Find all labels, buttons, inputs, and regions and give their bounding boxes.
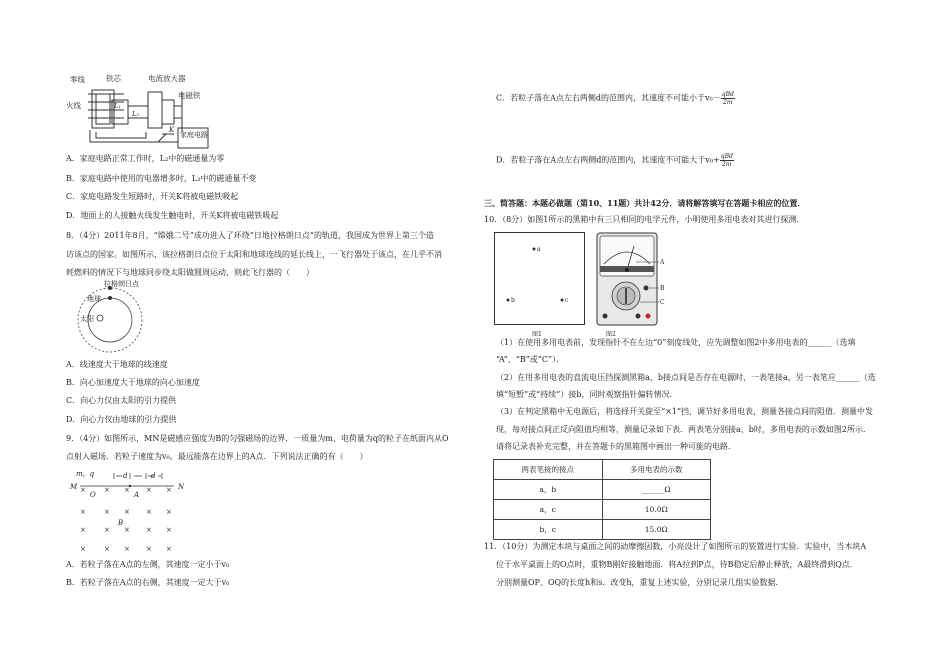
- q9-option-c-sign: －: [712, 93, 721, 103]
- q7-circuit-figure: [66, 72, 211, 152]
- q9-option-d-fraction: $\frac{\text{qBd}}{2m}$: [720, 153, 733, 168]
- table-row: [494, 520, 711, 540]
- label-earth: 地球: [87, 295, 101, 303]
- svg-text:×: ×: [124, 526, 130, 534]
- q9-option-c-fraction: $\frac{\text{qBd}}{2m}$: [721, 91, 734, 106]
- label-home-circuit: 家庭电路: [180, 131, 208, 139]
- svg-text:×: ×: [80, 508, 86, 516]
- q10-part3-line1: （3）在判定黑箱中无电源后，将选择开关旋至“×1”挡，调节好多用电表，测量各接点间的阻值．测量中发: [496, 407, 874, 416]
- q9-option-b: B．若粒子落在A点的右侧，其速度一定大于v₀: [66, 578, 230, 587]
- svg-text:×: ×: [166, 508, 172, 516]
- q9-option-a: A．若粒子落在A点的左侧，其速度一定小于v₀: [66, 560, 230, 569]
- q8-option-d: D．向心力仅由地球的引力提供: [66, 415, 177, 424]
- svg-text:×: ×: [104, 545, 110, 553]
- q9-line-1: 9．（4分）如图所示，MN是磁感应强度为B的匀强磁场的边界．一质量为m、电荷量为q的粒子在纸面内从O: [66, 434, 449, 443]
- measurement-table: [493, 459, 711, 540]
- point-b-label: b: [511, 297, 515, 304]
- label-lagrange-point: 拉格朗日点: [104, 280, 139, 288]
- label-b: B: [118, 519, 124, 527]
- label-k: K: [169, 126, 175, 134]
- q10-part1-line2: “A”、“B”或“C”）．: [496, 355, 565, 364]
- table-header-row: [494, 460, 711, 480]
- svg-text:×: ×: [146, 508, 152, 516]
- ohm-adjust-knob[interactable]: [644, 286, 649, 291]
- label-d-left: d: [123, 472, 128, 480]
- label-neutral-wire: 零线: [70, 75, 85, 84]
- svg-text:×: ×: [146, 545, 152, 553]
- label-knob-c: C: [660, 299, 665, 306]
- svg-text:×: ×: [80, 486, 86, 494]
- label-current-amplifier: 电流放大器: [148, 74, 186, 83]
- figure-1-caption: 图1: [532, 331, 542, 338]
- label-d-right: d: [151, 472, 156, 480]
- table-cell: b，c: [494, 520, 603, 540]
- q8-option-c: C．向心力仅由太阳的引力提供: [66, 396, 177, 405]
- label-a: A: [134, 491, 140, 499]
- table-cell: a，c: [494, 500, 603, 520]
- q7-option-d: D．地面上的人接触火线发生触电时，开关K将被电磁铁吸起: [66, 211, 279, 220]
- q8-option-b: B．向心加速度大于地球的向心加速度: [66, 378, 200, 387]
- svg-text:×: ×: [104, 508, 110, 516]
- multimeter-figure: [596, 232, 668, 340]
- svg-text:×: ×: [124, 545, 130, 553]
- label-o: O: [90, 491, 96, 499]
- table-cell: a，b: [494, 480, 603, 500]
- label-n: N: [178, 483, 185, 491]
- svg-text:×: ×: [80, 526, 86, 534]
- q9-option-d: [496, 153, 734, 168]
- figure-2-caption: 图2: [606, 331, 616, 338]
- table-cell: 15.0Ω: [602, 520, 711, 540]
- label-m: M: [70, 483, 78, 491]
- svg-text:×: ×: [104, 526, 110, 534]
- svg-text:×: ×: [124, 508, 130, 516]
- label-l2: L₂: [132, 110, 139, 118]
- point-a-label: a: [537, 246, 541, 253]
- label-sun: 太阳: [80, 315, 94, 323]
- svg-text:×: ×: [166, 526, 172, 534]
- table-header: 多用电表的示数: [602, 460, 711, 480]
- q10-part2-line2: 填“短暂”或“持续”）接b，同时观察指针偏转情况．: [496, 390, 678, 399]
- q8-line-1: 8．（4分）2011年8月，“嫦娥二号”成功进入了环绕“日地拉格朗日点”的轨道，我国成为世界上第三个造: [66, 231, 434, 240]
- q10-part3-line3: 请将记录表补充完整，并在答题卡的黑箱图中画出一种可能的电路．: [496, 442, 736, 451]
- q11-line-2: 位于水平桌面上的O点时，重物B刚好接触地面．将A拉到P点，待B稳定后静止释放，A最终滑到Q点．: [496, 560, 858, 569]
- svg-text:×: ×: [166, 545, 172, 553]
- q10-part1-line1: （1）在使用多用电表前，发现指针不在左边“0”刻度线处，应先调整如图2中多用电表的______（选填: [496, 338, 856, 347]
- q7-option-b: B．家庭电路中使用的电器增多时，L₂中的磁通量不变: [66, 174, 257, 183]
- q9-option-d-text: D．若粒子落在A点左右两侧d的范围内，其速度不可能大于v₀: [496, 155, 714, 165]
- q10-part2-line1: （2）在用多用电表的直流电压挡探测黑箱a、b接点间是否存在电源时，一表笔接a，另一表笔应______（选: [496, 373, 876, 382]
- black-box-figure: [494, 232, 588, 340]
- label-l1: L₁: [114, 102, 121, 110]
- table-row: [494, 480, 711, 500]
- q7-option-a: A．家庭电路正常工作时，L₂中的磁通量为零: [66, 154, 225, 163]
- svg-text:×: ×: [124, 486, 130, 494]
- svg-text:×: ×: [146, 526, 152, 534]
- q9-field-figure: [66, 465, 196, 555]
- table-header: 两表笔接的接点: [494, 460, 603, 480]
- label-electromagnet: 电磁铁: [178, 91, 201, 100]
- table-cell: 10.0Ω: [602, 500, 711, 520]
- q8-line-3: 耗燃料的情况下与地球同步绕太阳做圆周运动，则此飞行器的（ ）: [66, 268, 314, 277]
- svg-text:×: ×: [146, 486, 152, 494]
- label-mq: m，q: [76, 470, 95, 478]
- label-knob-b: B: [660, 285, 665, 292]
- section-3-heading: 三、简答题：本题必做题（第10、11题）共计42分．请将解答填写在答题卡相应的位置．: [484, 198, 806, 208]
- q8-option-a: A．线速度大于地球的线速度: [66, 360, 168, 369]
- label-live-wire: 火线: [66, 101, 81, 110]
- q11-line-3: 分别测量OP、OQ的长度h和s．改变h，重复上述实验，分别记录几组实验数据．: [496, 578, 784, 587]
- svg-text:×: ×: [80, 545, 86, 553]
- q9-option-d-sign: +: [713, 155, 720, 165]
- label-iron-core: 铁芯: [106, 74, 121, 83]
- q10-part3-line2: 现，每对接点间正反向阻值均相等，测量记录如下表．两表笔分别接a、b时，多用电表的示数如图2所示．: [496, 425, 871, 434]
- q10-intro: 10．（8分）如图1所示的黑箱中有三只相同的电学元件，小明使用多用电表对其进行探测．: [484, 215, 805, 224]
- table-cell-blank[interactable]: ______Ω: [602, 480, 711, 500]
- q7-option-c: C．家庭电路发生短路时，开关K将被电磁铁吸起: [66, 192, 239, 201]
- q8-line-2: 访该点的国家。如图所示，该拉格朗日点位于太阳和地球连线的延长线上，一飞行器处于该点，在几乎不消: [66, 250, 442, 259]
- point-c-label: c: [565, 297, 569, 304]
- table-row: [494, 500, 711, 520]
- sun-marker: [97, 315, 103, 321]
- q9-option-c: [496, 91, 735, 106]
- q8-orbit-figure: [68, 276, 158, 356]
- q9-option-c-text: C．若粒子落在A点左右两侧d的范围内，其速度不可能小于v₀: [496, 93, 713, 103]
- q9-line-2: 点射入磁场．若粒子速度为v₀，最远能落在边界上的A点．下列说法正确的有（ ）: [66, 452, 368, 461]
- svg-text:×: ×: [166, 486, 172, 494]
- svg-text:×: ×: [104, 486, 110, 494]
- q11-line-1: 11．（10分）为测定木块与桌面之间的动摩擦因数，小亮设计了如图所示的装置进行实验．实验中，当木块A: [484, 542, 867, 551]
- label-knob-a: A: [660, 259, 665, 266]
